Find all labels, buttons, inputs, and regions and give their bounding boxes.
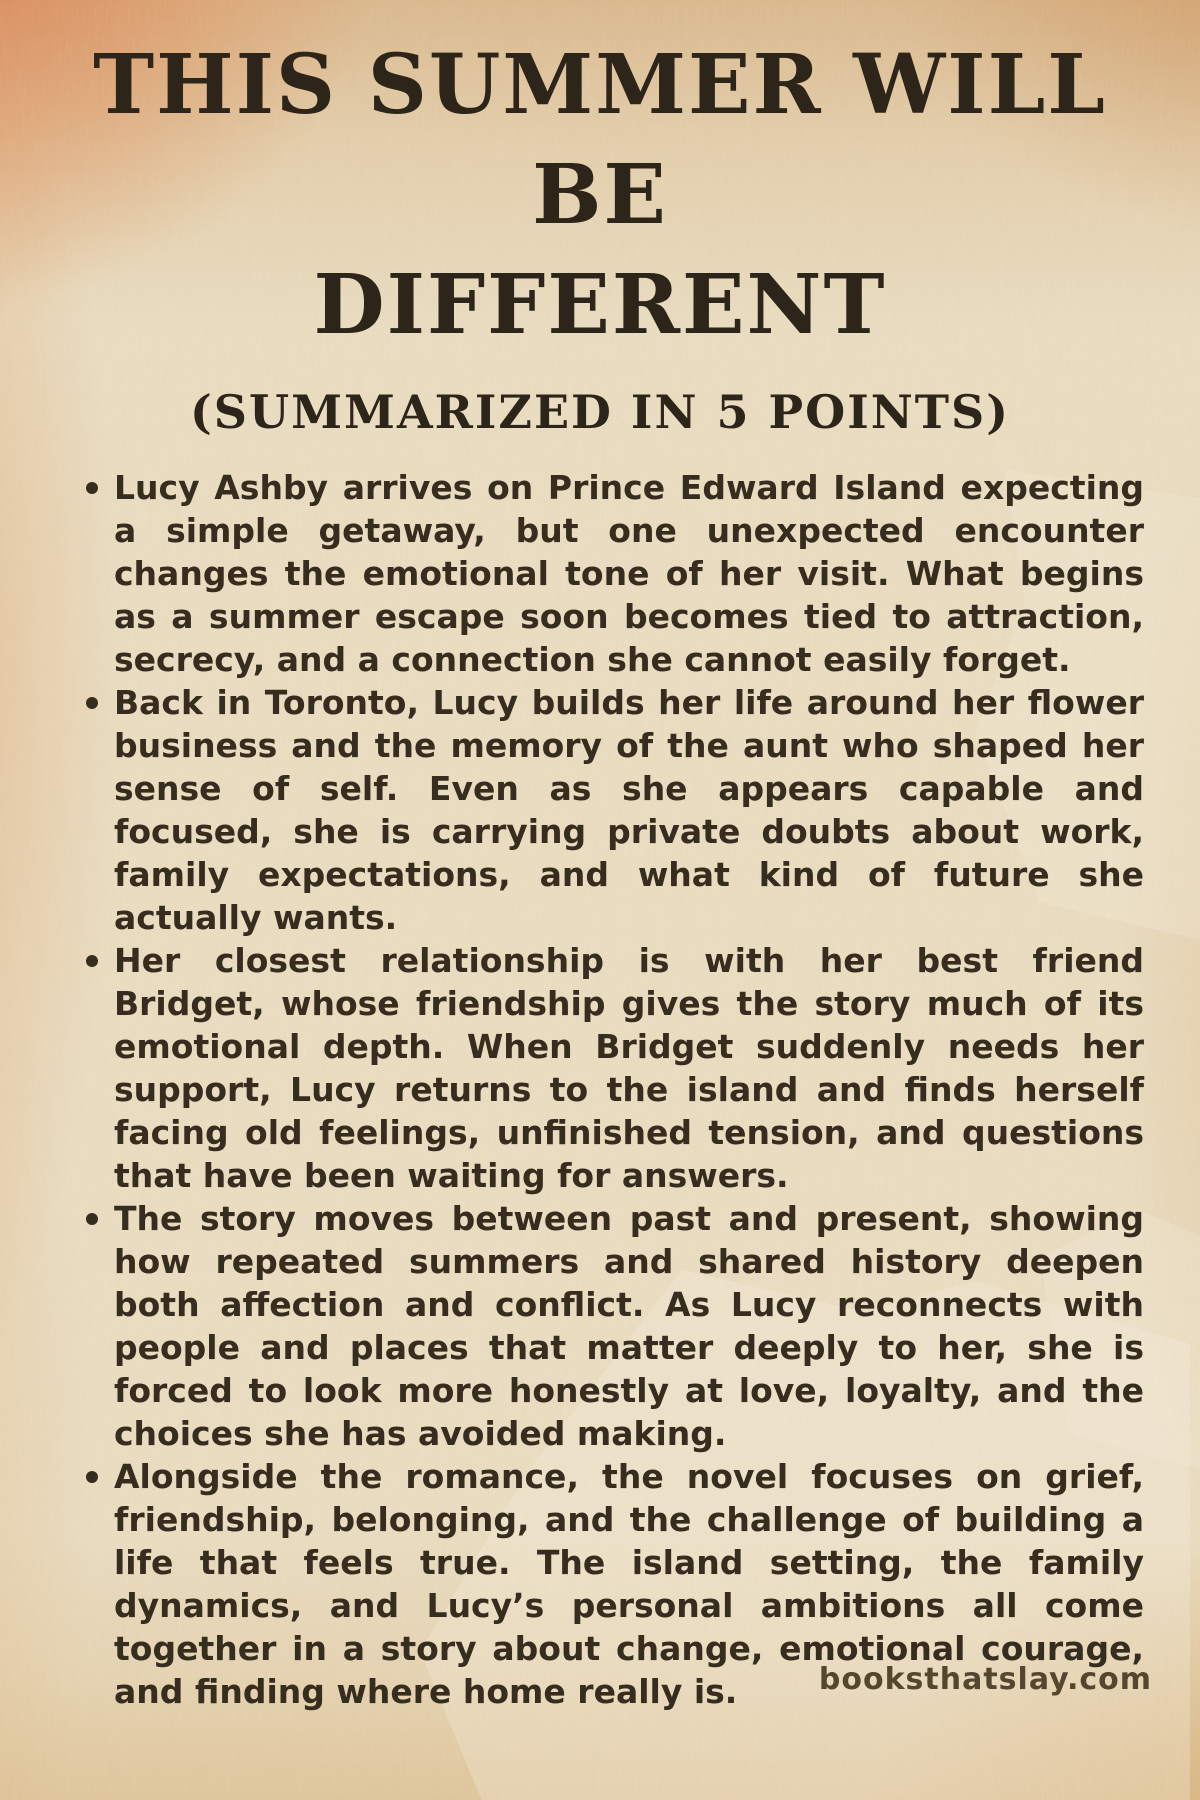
poster-content	[0, 30, 1200, 1713]
bullet-icon	[86, 1213, 98, 1225]
summary-point-text: Back in Toronto, Lucy builds her life around her flower business and the memory of the aunt who shaped her sense of self. Even as she appears capable and focused, she is carrying private doubts about work, family expectations, and what kind of future she actually wants.	[114, 683, 1144, 937]
bullet-icon	[86, 1471, 98, 1483]
site-credit: booksthatslay.com	[818, 1662, 1152, 1697]
summary-point-text: The story moves between past and present, showing how repeated summers and shared history deepen both affection and conflict. As Lucy reconnects with people and places that matter deeply to her, she is forced to look more honestly at love, loyalty, and the choices she has avoided making.	[114, 1199, 1144, 1453]
title-line-1: THIS SUMMER WILL BE	[93, 37, 1107, 243]
summary-point-text: Lucy Ashby arrives on Prince Edward Island expecting a simple getaway, but one unexpected encounter changes the emotional tone of her visit. What begins as a summer escape soon becomes tied to attraction, secrecy, and a connection she cannot easily forget.	[114, 468, 1144, 679]
page-subtitle: (SUMMARIZED IN 5 POINTS)	[190, 385, 1010, 439]
summary-point-text: Her closest relationship is with her best friend Bridget, whose friendship gives the story much of its emotional depth. When Bridget suddenly needs her support, Lucy returns to the island and finds herself facing old feelings, unfinished tension, and questions that have been waiting for answers.	[114, 941, 1144, 1195]
summary-point-3	[84, 939, 1144, 1197]
summary-point-1	[84, 466, 1144, 681]
summary-point-text: Alongside the romance, the novel focuses on grief, friendship, belonging, and the challenge of building a life that feels true. The island setting, the family dynamics, and Lucy’s personal ambitions all come together in a story about change, emotional courage, and finding where home really is.	[114, 1457, 1144, 1711]
summary-list	[0, 466, 1200, 1713]
title-line-2: DIFFERENT	[313, 257, 887, 353]
bullet-icon	[86, 482, 98, 494]
summary-point-2	[84, 681, 1144, 939]
bullet-icon	[86, 955, 98, 967]
bullet-icon	[86, 697, 98, 709]
summary-point-4	[84, 1197, 1144, 1455]
page-title	[40, 30, 1160, 360]
